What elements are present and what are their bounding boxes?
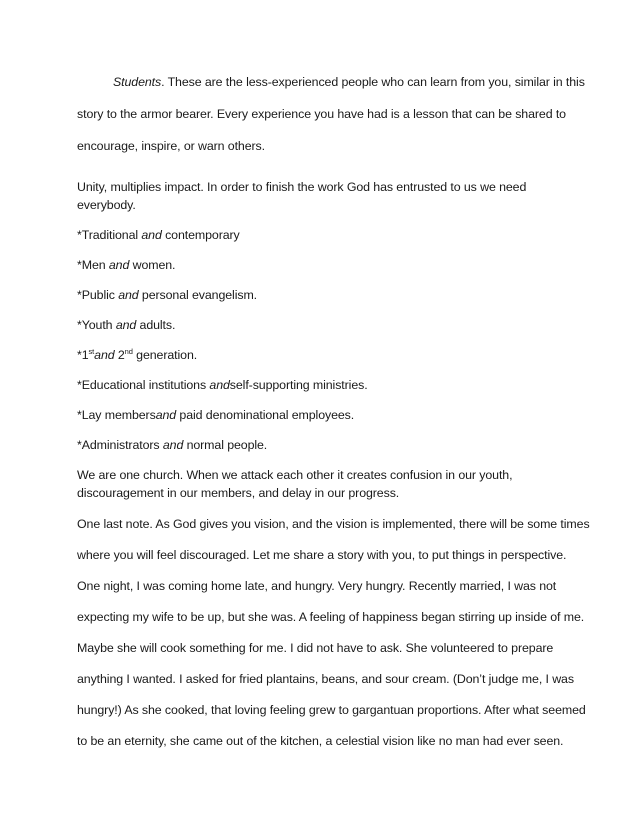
story-paragraph-line-4: expecting my wife to be up, but she was. A feeling of happiness began stirring up inside of me. <box>77 610 585 624</box>
church-paragraph-line-2: discouragement in our members, and delay in our progress. <box>77 486 400 500</box>
pair-generation: *1stand 2nd generation. <box>77 347 198 362</box>
unity-paragraph-line-2: everybody. <box>77 198 136 212</box>
pair-men: *Men and women. <box>77 258 176 272</box>
story-paragraph-line-7: hungry!) As she cooked, that loving feeling grew to gargantuan proportions. After what seemed <box>77 703 586 717</box>
church-paragraph-line-1: We are one church. When we attack each other it creates confusion in our youth, <box>77 468 513 482</box>
students-paragraph-line-3: encourage, inspire, or warn others. <box>77 139 265 153</box>
pair-public: *Public and personal evangelism. <box>77 288 258 302</box>
students-label: Students <box>113 75 162 89</box>
story-paragraph-line-2: where you will feel discouraged. Let me share a story with you, to put things in perspective. <box>77 548 567 562</box>
story-paragraph-line-5: Maybe she will cook something for me. I did not have to ask. She volunteered to prepare <box>77 641 554 655</box>
pair-youth: *Youth and adults. <box>77 318 176 332</box>
pair-lay: *Lay membersand paid denominational employees. <box>77 408 355 422</box>
pair-educational: *Educational institutions andself-supporting ministries. <box>77 378 368 392</box>
students-paragraph-line-2: story to the armor bearer. Every experience you have had is a lesson that can be shared to <box>77 107 566 121</box>
unity-paragraph-line-1: Unity, multiplies impact. In order to finish the work God has entrusted to us we need <box>77 180 527 194</box>
pair-administrators: *Administrators and normal people. <box>77 438 268 452</box>
story-paragraph-line-6: anything I wanted. I asked for fried plantains, beans, and sour cream. (Don’t judge me, I was <box>77 672 574 686</box>
story-paragraph-line-8: to be an eternity, she came out of the kitchen, a celestial vision like no man had ever seen. <box>77 734 564 748</box>
students-paragraph-line-1: Students. These are the less-experienced people who can learn from you, similar in this <box>113 75 585 89</box>
pair-traditional: *Traditional and contemporary <box>77 228 240 242</box>
story-paragraph-line-1: One last note. As God gives you vision, and the vision is implemented, there will be some times <box>77 517 590 531</box>
story-paragraph-line-3: One night, I was coming home late, and hungry. Very hungry. Recently married, I was not <box>77 579 557 593</box>
